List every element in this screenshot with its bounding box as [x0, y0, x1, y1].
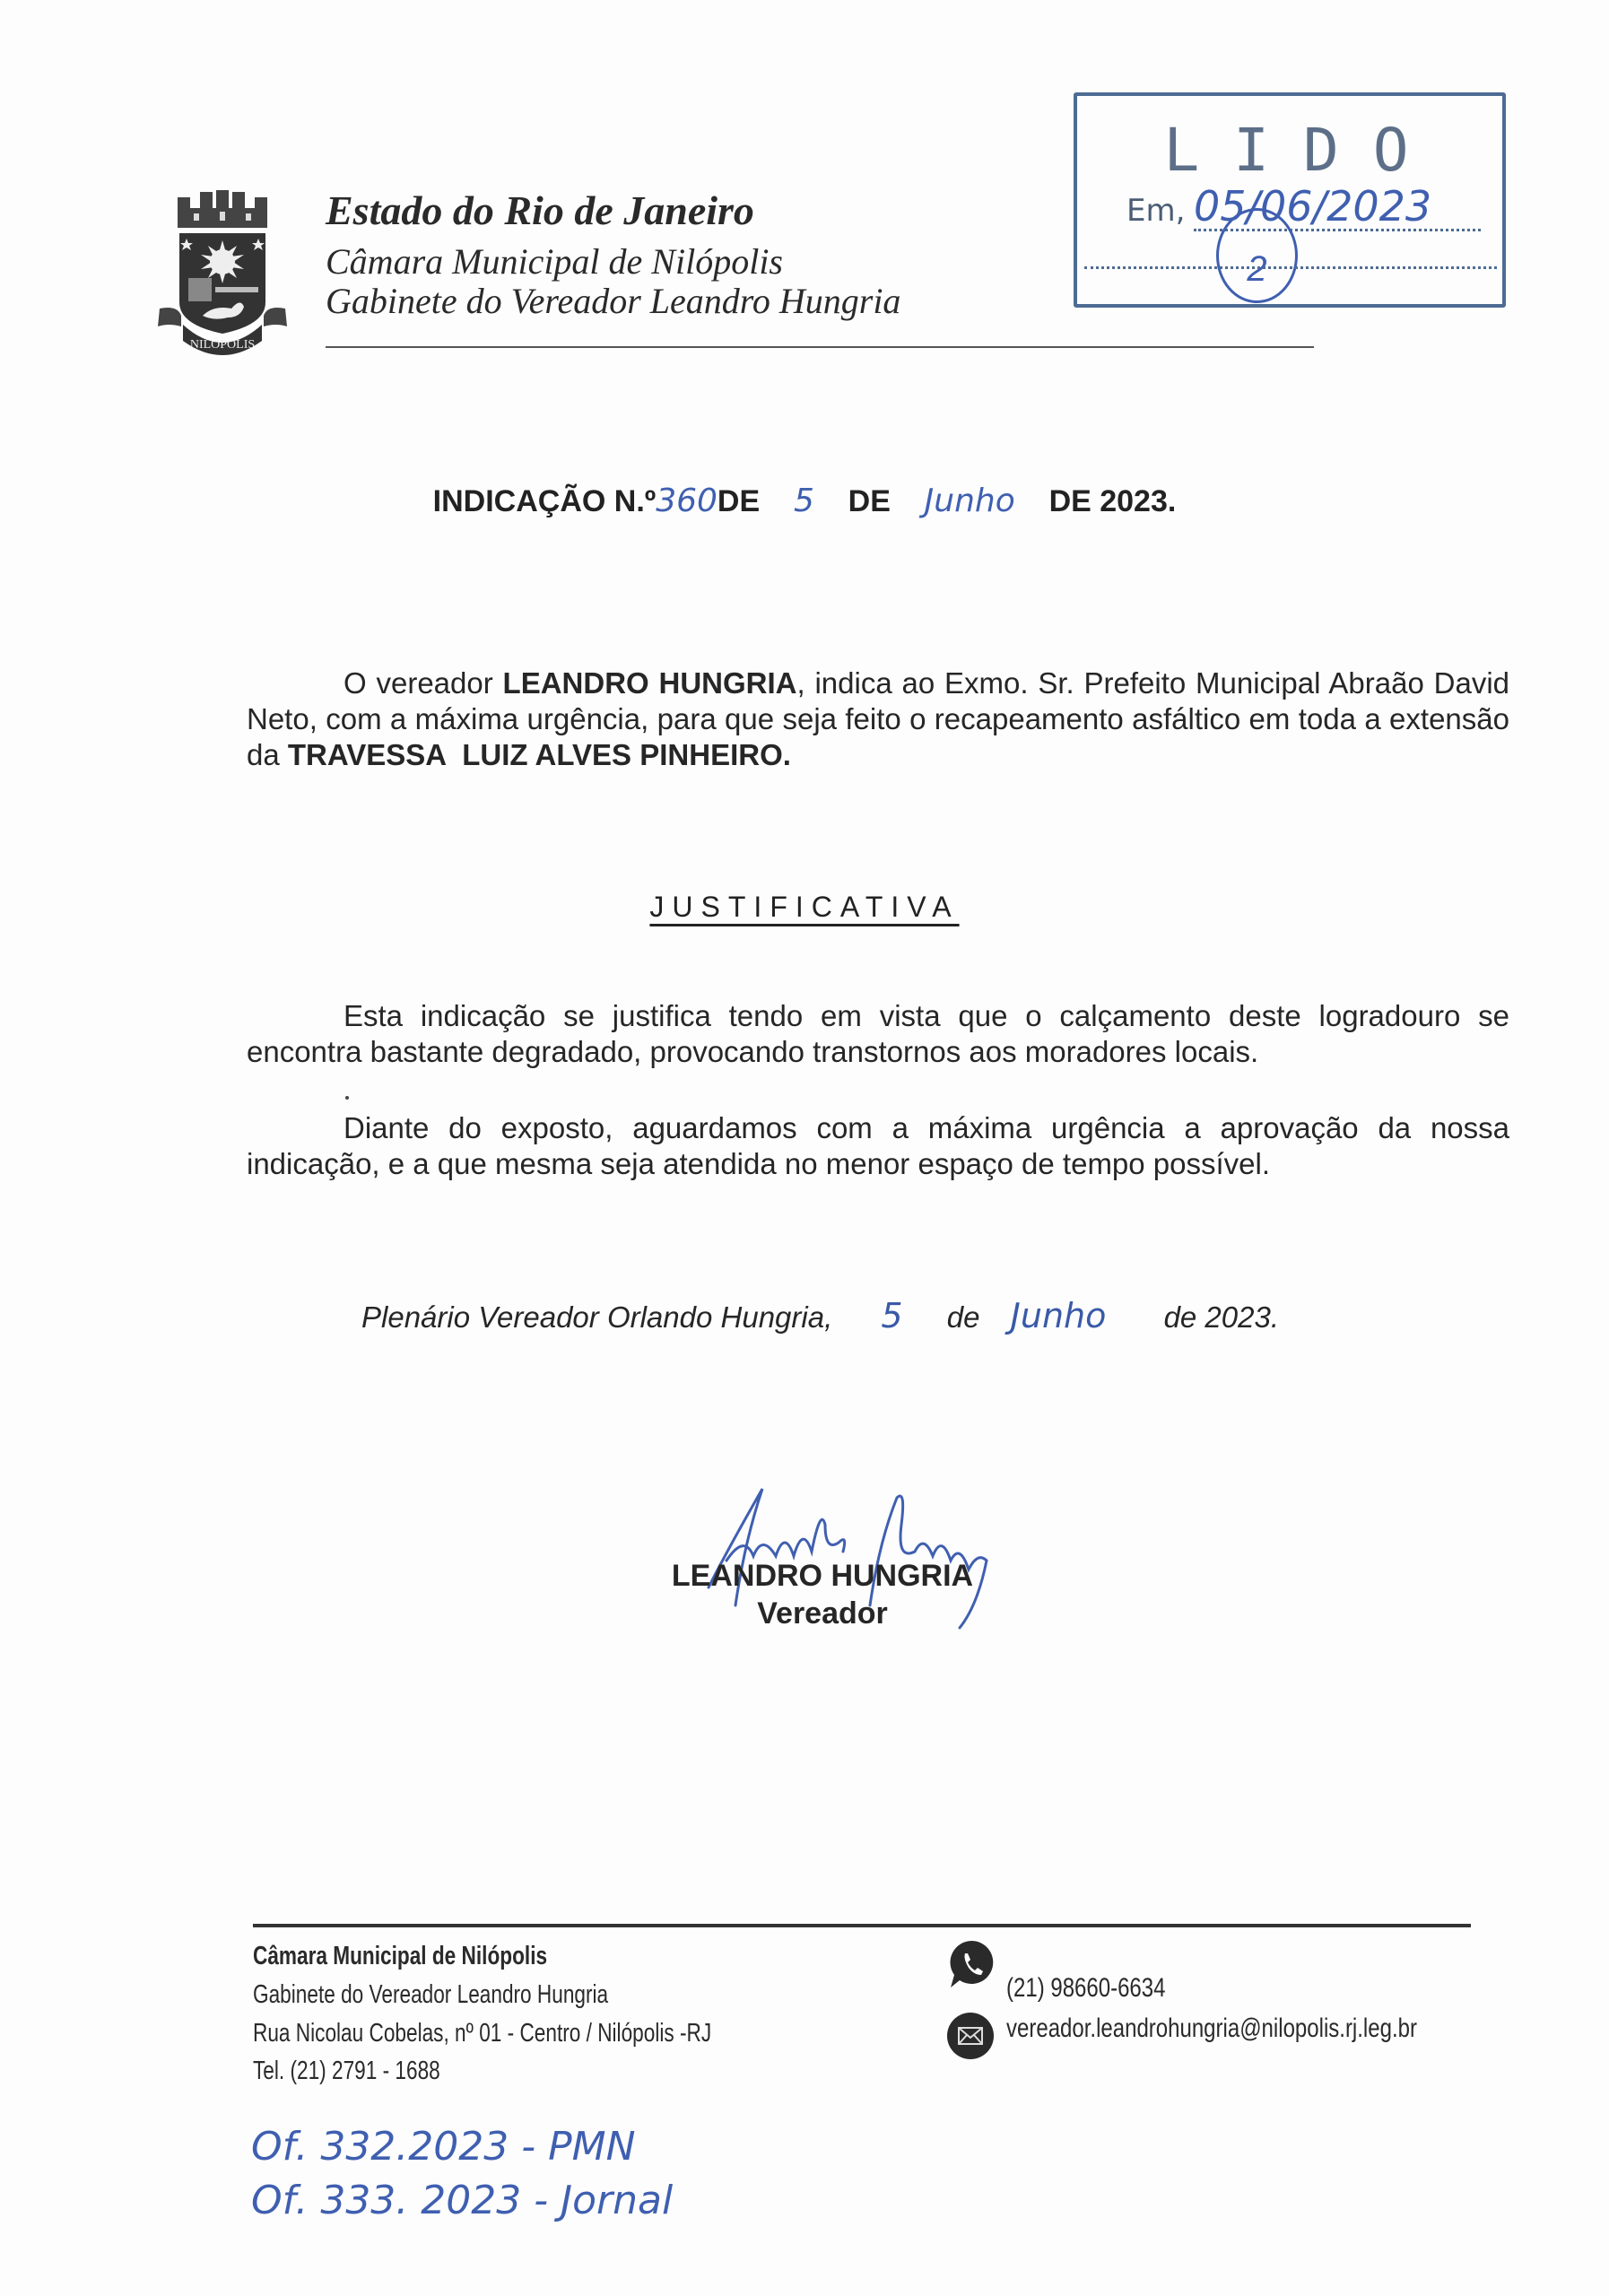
stamp-date: 05/06/2023 — [1194, 182, 1432, 230]
indication-paragraph — [247, 665, 1509, 773]
emblem-text: NILÓPOLIS — [189, 338, 256, 352]
title-prefix: INDICAÇÃO N.º — [432, 484, 657, 518]
title-day: 5 — [793, 483, 814, 519]
closing-de: de — [946, 1300, 980, 1334]
header-divider — [326, 346, 1314, 348]
justification-paragraph-2: Diante do exposto, aguardamos com a máxima urgência a aprovação da nossa indicação, e a que mesma seja atendida no menor espaço de tempo possível. — [247, 1111, 1509, 1180]
signatory-name: LEANDRO HUNGRIA — [671, 1559, 974, 1593]
whatsapp-icon — [947, 1937, 997, 1996]
title-de1: DE — [717, 484, 761, 518]
justificativa-heading-text: JUSTIFICATIVA — [649, 891, 960, 923]
closing-month: Junho — [1010, 1296, 1107, 1335]
stamp-title: LIDO — [1163, 116, 1443, 185]
signatory-role: Vereador — [757, 1596, 888, 1631]
header-office: Gabinete do Vereador Leandro Hungria — [326, 281, 901, 321]
stamp-em-label: Em, — [1126, 193, 1186, 229]
closing-year: de 2023. — [1163, 1300, 1280, 1334]
closing-line — [361, 1296, 1279, 1335]
p1-street-name: TRAVESSA LUIZ ALVES PINHEIRO. — [287, 738, 791, 771]
lido-stamp — [1074, 92, 1506, 308]
header-chamber: Câmara Municipal de Nilópolis — [326, 241, 783, 282]
footer-org: Câmara Municipal de Nilópolis — [253, 1942, 548, 1970]
coat-of-arms-emblem — [151, 190, 294, 356]
whatsapp-number: (21) 98660-6634 — [1006, 1973, 1166, 2003]
p1-text-b: , indica ao Exmo. Sr. Prefeito Municipal Abraão David Neto, com a máxima urgência, para que seja feito o recapeamento asfáltico em toda a extensão da — [247, 666, 1509, 771]
closing-place: Plenário Vereador Orlando Hungria, — [361, 1300, 833, 1334]
title-number: 360 — [656, 483, 718, 519]
title-suffix: DE 2023. — [1048, 484, 1177, 518]
title-de2: DE — [848, 484, 891, 518]
footer-office: Gabinete do Vereador Leandro Hungria — [253, 1980, 609, 2009]
email-address: vereador.leandrohungria@nilopolis.rj.leg.br — [1006, 2013, 1417, 2043]
footer-address: Rua Nicolau Cobelas, nº 01 - Centro / Nilópolis -RJ — [253, 2019, 712, 2048]
footer-divider — [253, 1924, 1471, 1927]
p1-text-a: O vereador — [344, 666, 503, 700]
header-state: Estado do Rio de Janeiro — [326, 187, 754, 233]
email-icon — [946, 2012, 995, 2065]
closing-day: 5 — [881, 1296, 903, 1335]
handwritten-note-1: Of. 332.2023 - PMN — [251, 2124, 636, 2170]
p1-councilor-name: LEANDRO HUNGRIA — [502, 666, 797, 700]
stamp-bottom-dotted-line — [1084, 266, 1497, 269]
stamp-rubric — [1216, 208, 1298, 303]
justificativa-heading — [0, 891, 1609, 924]
stamp-rubric-text: 2 — [1247, 249, 1267, 289]
handwritten-note-2: Of. 333. 2023 - Jornal — [251, 2178, 674, 2223]
stray-dot — [345, 1096, 349, 1100]
document-title — [0, 483, 1609, 519]
footer-tel: Tel. (21) 2791 - 1688 — [253, 2057, 440, 2085]
justification-paragraph-1: Esta indicação se justifica tendo em vista que o calçamento deste logradouro se encontra bastante degradado, provocando transtornos aos moradores locais. — [247, 999, 1509, 1068]
title-month: Junho — [924, 483, 1015, 519]
